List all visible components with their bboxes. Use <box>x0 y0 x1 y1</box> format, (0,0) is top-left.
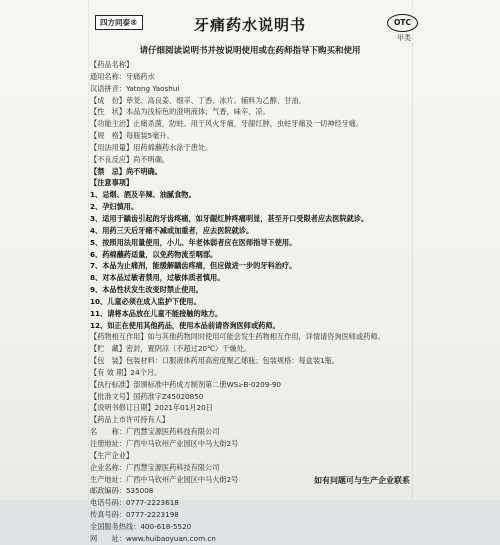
leaflet-line: 网 址：www.huibaoyuan.com.cn <box>90 533 216 543</box>
leaflet-line: 11、请将本品放在儿童不能接触的地方。 <box>90 308 223 318</box>
leaflet-line: 10、儿童必须在成人监护下使用。 <box>90 296 201 306</box>
leaflet-line: 【药品上市许可持有人】 <box>90 415 170 425</box>
leaflet-line: 1、忌烟、酒及辛辣、油腻食物。 <box>90 190 196 200</box>
leaflet-line: 【药品名称】 <box>90 60 134 69</box>
leaflet-line: 【药物相互作用】如与其他药物同时使用可能会发生药物相互作用，详情请咨询医师或药师。 <box>90 332 385 342</box>
leaflet-line: 9、本品性状发生改变时禁止使用。 <box>90 285 203 295</box>
leaflet-line: 12、如正在使用其他药品，使用本品前请咨询医师或药师。 <box>90 320 280 330</box>
otc-badge: OTC <box>387 14 418 32</box>
leaflet-line: 【规 格】每瓶装5毫升。 <box>90 131 174 141</box>
leaflet-line: 【包 装】包装材料：口服液体药用高密度聚乙烯瓶；包装规格：每盒装1瓶。 <box>90 356 339 366</box>
leaflet-line: 3、适用于龋齿引起的牙齿疼痛，如牙龈红肿疼痛明显，甚至开口受限者应去医院就诊。 <box>90 213 369 223</box>
leaflet-line: 【性 状】本品为浅棕色的澄明液体；气香，味辛、凉。 <box>90 107 270 117</box>
leaflet-line: 邮政编码：535008 <box>90 486 154 496</box>
document-title: 牙痛药水说明书 <box>193 16 306 34</box>
contact-footer: 如有问题可与生产企业联系 <box>314 476 410 485</box>
leaflet-line: 【功能主治】止痛杀菌，防蛀。用于风火牙痛，牙龈红肿，虫蛀牙痛及一切神经牙痛。 <box>90 119 364 129</box>
leaflet-line: 【注意事项】 <box>90 178 134 188</box>
leaflet-line: 电话号码：0777-2223618 <box>90 498 179 508</box>
leaflet-line: 【成 份】荜茇、高良姜、细辛、丁香、冰片。辅料为乙醇、甘油。 <box>90 95 306 105</box>
leaflet-line: 【说明书修订日期】2021年01月20日 <box>90 403 213 413</box>
leaflet-line: 【禁 忌】尚不明确。 <box>90 166 162 176</box>
leaflet-line: 4、用药三天后牙痛不减或加重者，应去医院就诊。 <box>90 225 254 235</box>
leaflet-line: 注册地址：广西中马钦州产业园区中马大街2号 <box>90 439 239 448</box>
leaflet-line: 【不良反应】尚不明确。 <box>90 154 170 164</box>
leaflet-line: 【执行标准】部颁标准中药成方制剂第二册WS₃-B-0209-90 <box>90 379 282 389</box>
leaflet-line: 传真号码：0777-2223198 <box>90 510 179 520</box>
fold-line <box>88 0 89 500</box>
leaflet-line: 【批准文号】国药准字Z45020850 <box>90 391 204 401</box>
leaflet-line: 汉语拼音：Yatong Yaoshui <box>90 83 180 93</box>
leaflet-line: 8、对本品过敏者禁用，过敏体质者慎用。 <box>90 273 225 283</box>
leaflet-line: 【用法用量】用药棉蘸药水涂于患处。 <box>90 142 213 152</box>
usage-notice: 请仔细阅读说明书并按说明使用或在药师指导下购买和使用 <box>139 46 361 56</box>
leaflet-line: 全国服务热线：400-618-5520 <box>90 521 192 531</box>
leaflet-line: 6、药棉蘸药适量，以免药物流至咽部。 <box>90 249 218 259</box>
leaflet-body <box>90 59 420 545</box>
leaflet-line: 5、按照用法用量使用，小儿、年老体弱者应在医师指导下使用。 <box>90 237 297 247</box>
brand-logo: 四方同泰® <box>95 15 143 30</box>
leaflet-line: 7、本品为止痛剂，能缓解龋齿疼痛，但应做进一步的牙科治疗。 <box>90 261 297 271</box>
leaflet-line: 通用名称：牙痛药水 <box>90 71 155 81</box>
leaflet-line: 【有 效 期】24个月。 <box>90 367 162 377</box>
leaflet-line: 企业名称：广西慧宝源医药科技有限公司 <box>90 462 220 472</box>
leaflet-line: 生产地址：广西中马钦州产业园区中马大街2号 <box>90 474 239 484</box>
otc-class-label: 甲类 <box>397 34 411 42</box>
leaflet-line: 【生产企业】 <box>90 450 134 460</box>
leaflet-line: 名 称：广西慧宝源医药科技有限公司 <box>90 427 220 437</box>
leaflet-line: 【贮 藏】密封，置阴凉（不超过20℃）干燥处。 <box>90 344 251 354</box>
leaflet-line: 2、孕妇慎用。 <box>90 202 139 212</box>
